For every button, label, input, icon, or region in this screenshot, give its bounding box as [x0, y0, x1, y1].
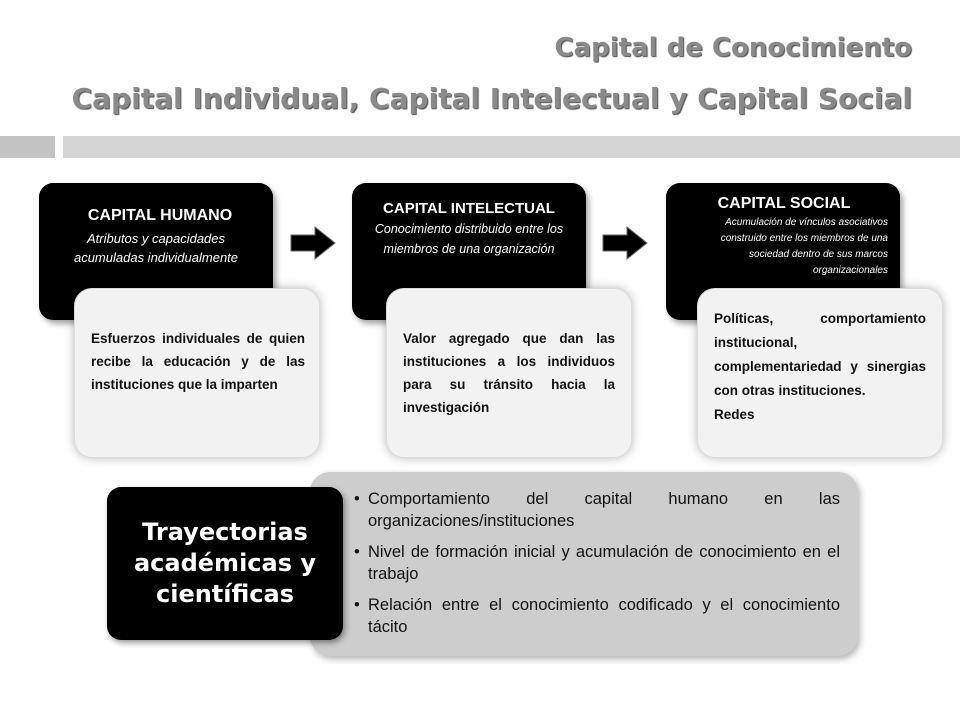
capital-intelectual-detail-box [386, 288, 632, 458]
capital-intelectual-description: Conocimiento distribuido entre los miembros de una organización [374, 222, 564, 256]
capital-humano-heading: CAPITAL HUMANO [87, 207, 233, 224]
title-line-2: Capital Individual, Capital Intelectual y Capital Social [71, 82, 912, 115]
bullet-item: • Nivel de formación inicial y acumulación de conocimiento en el trabajo [368, 541, 840, 585]
capital-social-detail-box [697, 288, 943, 458]
right-arrow-icon [289, 225, 337, 261]
trajectories-heading-box [107, 487, 343, 640]
capital-intelectual-heading: CAPITAL INTELECTUAL [383, 200, 555, 217]
capital-intelectual-detail: Valor agregado que dan las instituciones a los individuos para su tránsito hacia la investigación [403, 331, 615, 415]
bullet-item: • Comportamiento del capital humano en las organizaciones/instituciones [368, 488, 840, 532]
title-line-1: Capital de Conocimiento [554, 33, 912, 63]
bullet-item: • Relación entre el conocimiento codificado y el conocimiento tácito [368, 594, 840, 638]
capital-social-detail-redes: Redes [714, 407, 755, 422]
accent-bar-left [0, 136, 55, 158]
accent-bar-right [63, 136, 960, 158]
trajectories-bullet-list [368, 488, 840, 638]
capital-social-heading: CAPITAL SOCIAL [717, 195, 851, 212]
capital-humano-detail: Esfuerzos individuales de quien recibe la educación y de las instituciones que la imparten [91, 331, 305, 392]
capital-humano-description: Atributos y capacidades acumuladas individualmente [73, 231, 239, 265]
capital-social-description: Acumulación de vínculos asociativos construido entre los miembros de una sociedad dentro de sus marcos organizacionales [720, 217, 888, 276]
capital-social-detail: Políticas, comportamiento institucional, complementariedad y sinergias con otras instituciones. [714, 311, 926, 398]
capital-humano-detail-box [74, 288, 320, 458]
trajectories-bullet-panel [310, 472, 858, 656]
right-arrow-icon [601, 225, 649, 261]
trajectories-heading: Trayectorias académicas y científicas [133, 518, 316, 608]
